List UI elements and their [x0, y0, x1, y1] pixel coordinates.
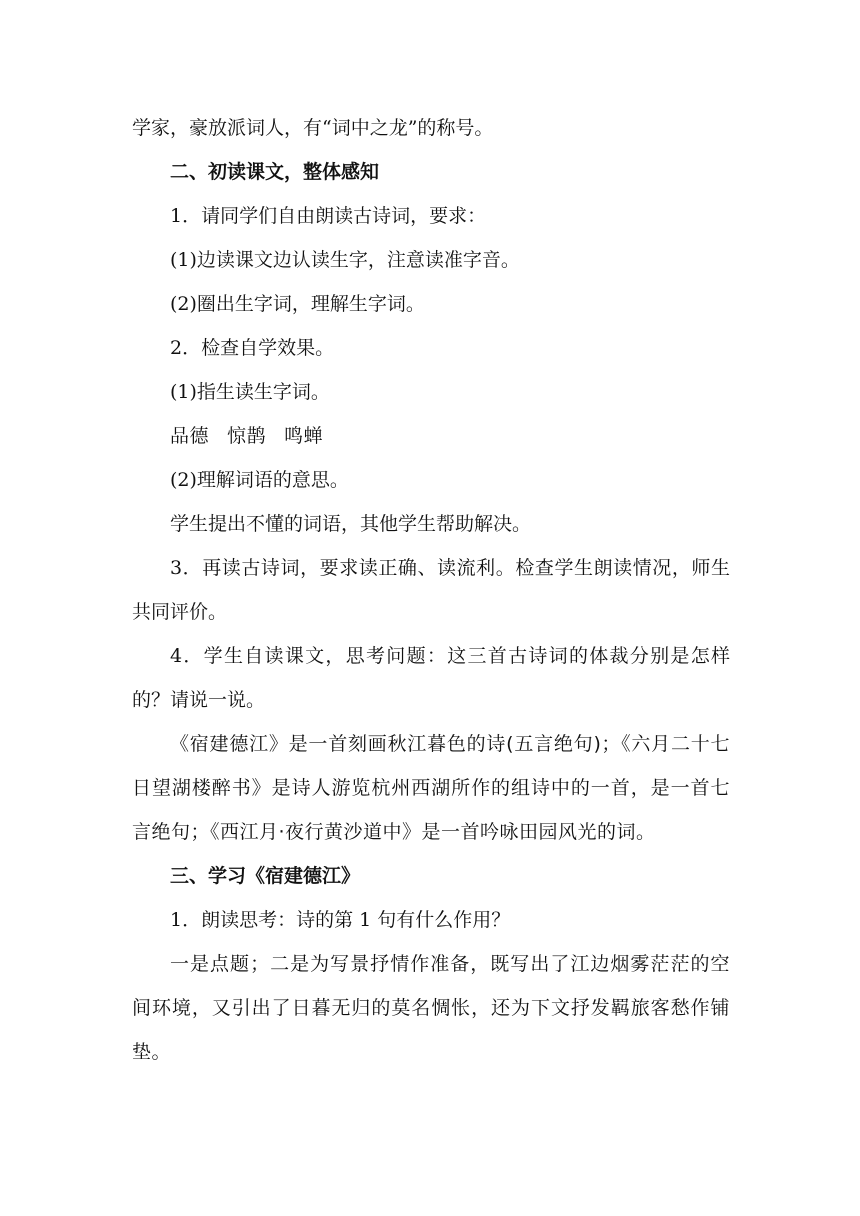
- step-1-requirement-b: (2)圈出生字词，理解生字词。: [170, 293, 425, 315]
- step-1-read-aloud: 1．请同学们自由朗读古诗词，要求：: [170, 205, 487, 227]
- answer-1: 一是点题；二是为写景抒情作准备，既写出了江边烟雾茫茫的空间环境，又引出了日暮无归的莫名惆怅，还为下文抒发羁旅客愁作铺垫。: [132, 953, 730, 1063]
- step-2-check: 2．检查自学效果。: [170, 337, 335, 359]
- step-4-question: 4．学生自读课文，思考问题：这三首古诗词的体裁分别是怎样的？请说一说。: [132, 645, 730, 711]
- section-heading-first-reading: 二、初读课文，整体感知: [170, 161, 380, 183]
- vocabulary-list: [132, 414, 730, 458]
- section-heading-study-poem: 三、学习《宿建德江》: [170, 865, 361, 887]
- vocab-word: 鸣蝉: [284, 425, 324, 447]
- step-1-requirement-a: (1)边读课文边认读生字，注意读准字音。: [170, 249, 520, 271]
- step-3-reread: 3．再读古诗词，要求读正确、读流利。检查学生朗读情况，师生共同评价。: [132, 557, 730, 623]
- step-2-item-b: (2)理解词语的意思。: [170, 469, 349, 491]
- step-2-item-a: (1)指生读生字词。: [170, 381, 330, 403]
- vocab-word: 品德: [170, 425, 210, 447]
- paragraph-author-intro-end: 学家，豪放派词人，有“词中之龙”的称号。: [132, 117, 494, 139]
- question-1: 1．朗读思考：诗的第 1 句有什么作用？: [170, 909, 511, 931]
- vocab-word: 惊鹊: [227, 425, 267, 447]
- step-4-answer: 《宿建德江》是一首刻画秋江暮色的诗(五言绝句)；《六月二十七日望湖楼醉书》是诗人游览杭州西湖所作的组诗中的一首，是一首七言绝句；《西江月·夜行黄沙道中》是一首吟咏田园风光的词。: [132, 733, 730, 843]
- step-2-item-c: 学生提出不懂的词语，其他学生帮助解决。: [170, 513, 532, 535]
